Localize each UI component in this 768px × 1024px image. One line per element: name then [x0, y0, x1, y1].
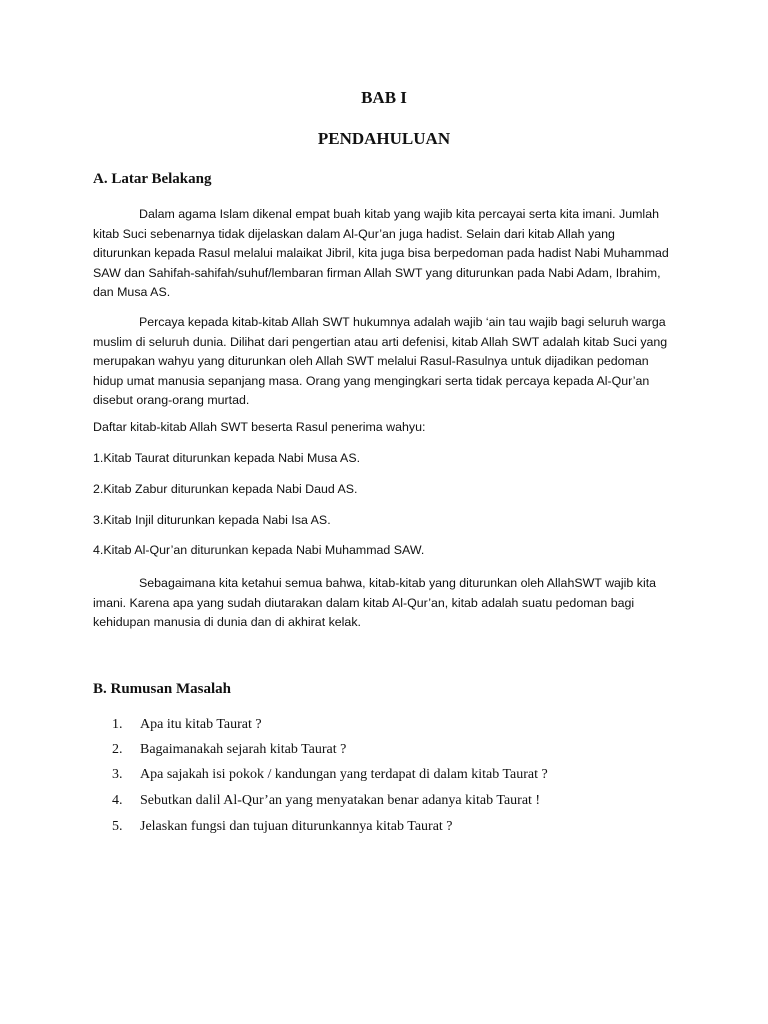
chapter-title: PENDAHULUAN	[317, 129, 451, 148]
kitab-list-item: 1.Kitab Taurat diturunkan kepada Nabi Musa AS.	[93, 451, 361, 465]
list-item-text: Sebutkan dalil Al-Qur’an yang menyatakan benar adanya kitab Taurat !	[140, 793, 541, 808]
list-item-text: Apa itu kitab Taurat ?	[140, 717, 262, 732]
kitab-list-item: 3.Kitab Injil diturunkan kepada Nabi Isa AS.	[93, 513, 331, 527]
section-a-heading: A. Latar Belakang	[93, 171, 212, 187]
paragraph-2	[93, 313, 673, 411]
paragraph-2-text: Percaya kepada kitab-kitab Allah SWT hukumnya adalah wajib ‘ain tau wajib bagi seluruh warga muslim di seluruh dunia. Dilihat dari pengertian atau arti defenisi, kitab Allah SWT adalah kitab Suci yang merupakan wahyu yang diturunkan oleh Allah SWT melalui Rasul-Rasulnya untuk dijadikan pedoman hidup umat manusia sepanjang masa. Orang yang mengingkari serta tidak percaya kepada Al-Qur’an disebut orang-orang murtad.	[93, 315, 668, 407]
list-item-number: 5.	[112, 819, 123, 834]
closing-paragraph	[93, 574, 673, 633]
list-item-number: 4.	[112, 793, 123, 808]
list-item-text: Jelaskan fungsi dan tujuan diturunkannya kitab Taurat ?	[140, 819, 453, 834]
kitab-list-item: 2.Kitab Zabur diturunkan kepada Nabi Daud AS.	[93, 482, 358, 496]
kitab-list-item: 4.Kitab Al-Qur’an diturunkan kepada Nabi Muhammad SAW.	[93, 543, 425, 557]
paragraph-1	[93, 205, 673, 303]
paragraph-1-text: Dalam agama Islam dikenal empat buah kitab yang wajib kita percayai serta kita imani. Jumlah kitab Suci sebenarnya tidak dijelaskan dalam Al-Qur’an juga hadist. Selain dari kitab Allah yang diturunkan kepada Rasul melalui malaikat Jibril, kita juga bisa berpedoman pada hadist Nabi Muhammad SAW dan Sahifah-sahifah/suhuf/lembaran firman Allah SWT yang diturunkan pada Nabi Adam, Ibrahim, dan Musa AS.	[93, 207, 669, 299]
kitab-list-intro: Daftar kitab-kitab Allah SWT beserta Rasul penerima wahyu:	[93, 420, 426, 434]
list-item-number: 2.	[112, 742, 123, 757]
list-item-text: Apa sajakah isi pokok / kandungan yang terdapat di dalam kitab Taurat ?	[140, 767, 548, 782]
chapter-number: BAB I	[361, 88, 407, 107]
list-item-number: 3.	[112, 767, 123, 782]
list-item-number: 1.	[112, 717, 123, 732]
section-b-heading: B. Rumusan Masalah	[93, 681, 231, 697]
closing-paragraph-text: Sebagaimana kita ketahui semua bahwa, kitab-kitab yang diturunkan oleh AllahSWT wajib kita imani. Karena apa yang sudah diutarakan dalam kitab Al-Qur’an, kitab adalah suatu pedoman bagi kehidupan manusia di dunia dan di akhirat kelak.	[93, 576, 657, 629]
list-item-text: Bagaimanakah sejarah kitab Taurat ?	[140, 742, 347, 757]
